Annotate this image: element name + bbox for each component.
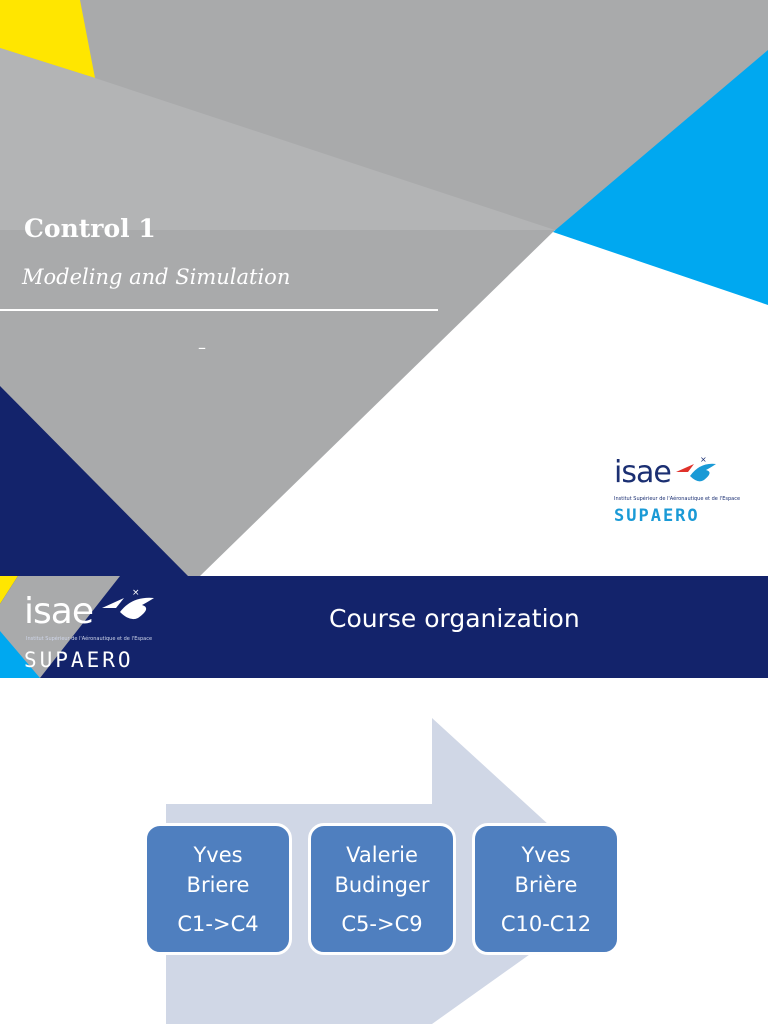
logo-isae-text: isae bbox=[614, 455, 671, 490]
logo-isae-text: isae bbox=[24, 591, 93, 632]
logo-tagline: Institut Supérieur de l'Aéronautique et de l'Espace bbox=[614, 496, 741, 502]
logo-supaero-text: SUPAERO bbox=[24, 648, 134, 672]
logo-supaero-text: SUPAERO bbox=[614, 506, 700, 526]
box-name-line1: Yves bbox=[193, 843, 243, 867]
slide-title: Control 1 bbox=[24, 214, 156, 243]
title-divider bbox=[0, 309, 438, 311]
dash-text: – bbox=[198, 338, 206, 357]
isae-supaero-logo bbox=[612, 454, 741, 530]
instructor-box-1 bbox=[144, 823, 292, 955]
box-name-line2: Budinger bbox=[334, 873, 430, 897]
instructor-box-2 bbox=[308, 823, 456, 955]
bird-plane-icon bbox=[670, 454, 722, 494]
box-name-line1: Yves bbox=[521, 843, 571, 867]
svg-text:×: × bbox=[700, 455, 707, 464]
instructor-box-3 bbox=[472, 823, 620, 955]
box-name-line1: Valerie bbox=[346, 843, 418, 867]
slide-subtitle: Modeling and Simulation bbox=[22, 265, 291, 289]
svg-text:×: × bbox=[132, 588, 140, 598]
process-arrow bbox=[0, 576, 768, 1024]
box-name-line2: Brière bbox=[514, 873, 578, 897]
box-course-code: C1->C4 bbox=[177, 912, 259, 936]
logo-tagline: Institut Supérieur de l'Aéronautique et de l'Espace bbox=[26, 636, 153, 642]
course-organization-slide bbox=[0, 576, 768, 1024]
box-course-code: C10-C12 bbox=[500, 912, 592, 936]
slide-header-title: Course organization bbox=[329, 604, 580, 633]
box-name-line2: Briere bbox=[186, 873, 250, 897]
box-course-code: C5->C9 bbox=[341, 912, 423, 936]
